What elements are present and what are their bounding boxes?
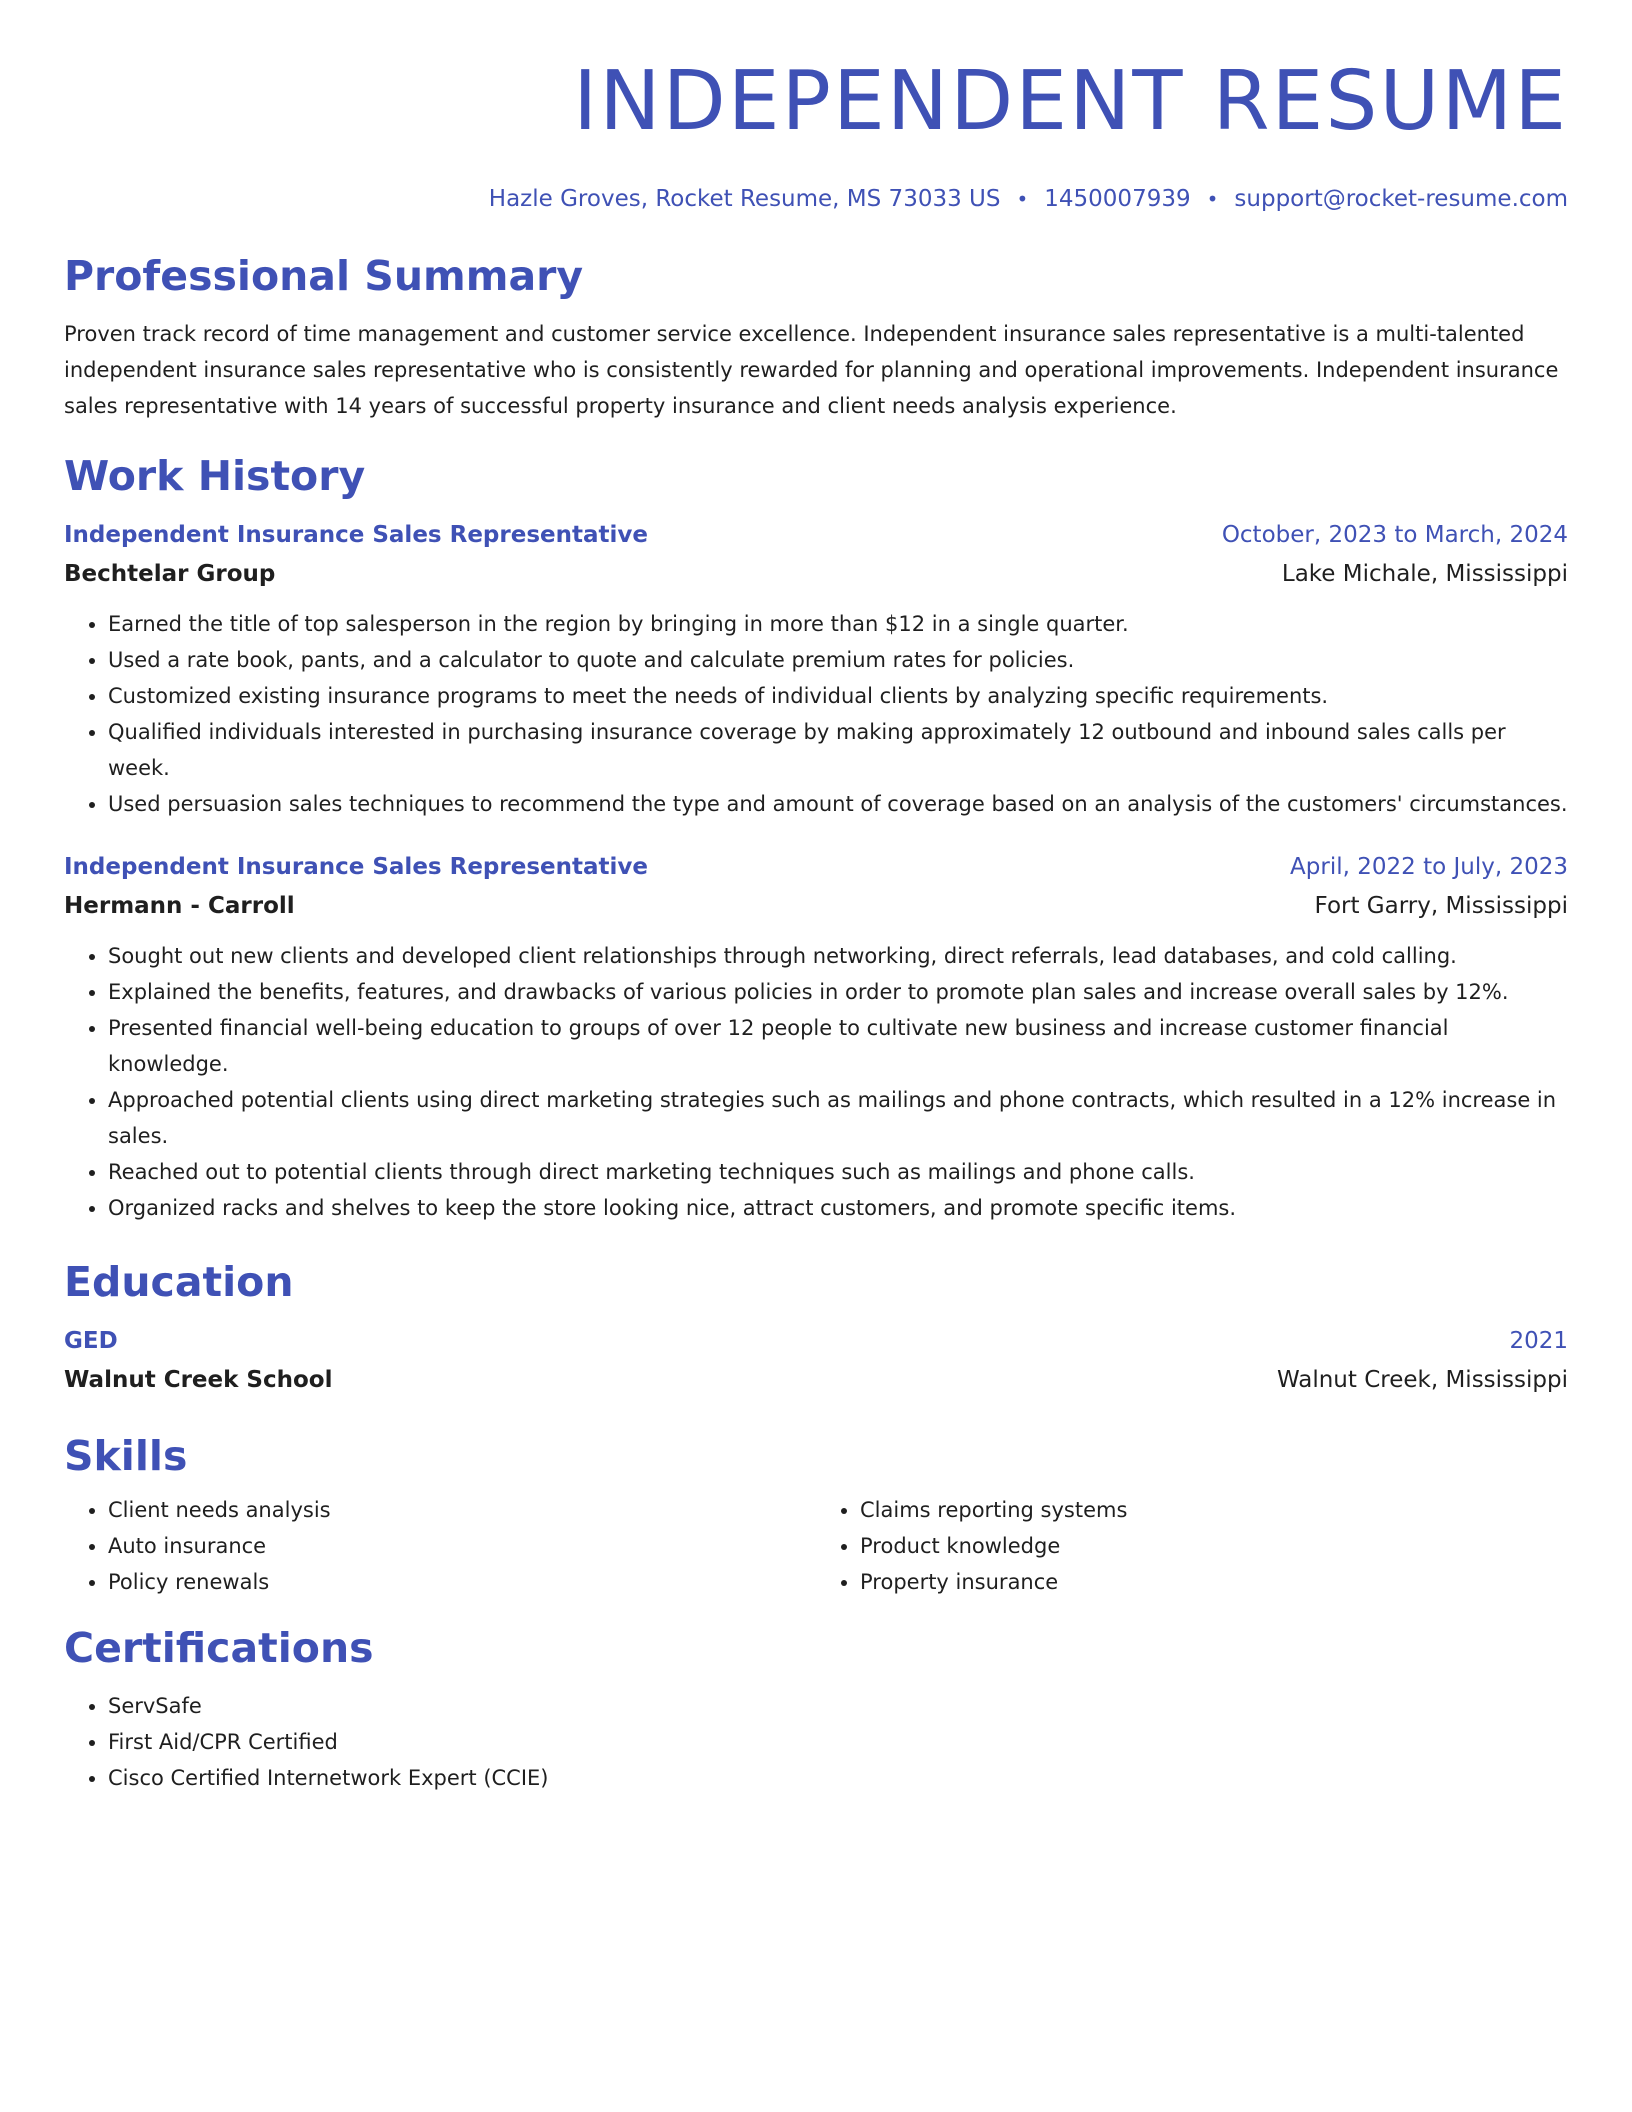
education-school-row <box>64 1360 1568 1400</box>
skills-columns <box>64 1492 1568 1600</box>
resume-header <box>64 0 1568 216</box>
job-bullet: • Used persuasion sales techniques to recommend the type and amount of coverage based on an analysis of the customers' circumstances. <box>108 786 1568 822</box>
job-bullet: • Explained the benefits, features, and drawbacks of various policies in order to promote plan sales and increase overall sales by 12%. <box>108 974 1568 1010</box>
work-history-heading: Work History <box>64 452 366 500</box>
contact-address: Hazle Groves, Rocket Resume, MS 73033 US <box>488 186 1001 212</box>
job-company: Hermann - Carroll <box>64 893 295 919</box>
skill-item: • Client needs analysis <box>108 1492 816 1528</box>
job-title: Independent Insurance Sales Representative <box>64 854 648 880</box>
skill-item: • Product knowledge <box>860 1528 1568 1564</box>
job-bullet: • Reached out to potential clients through direct marketing techniques such as mailings and phone calls. <box>108 1154 1568 1190</box>
job-title-row <box>64 516 1568 554</box>
job-company-row <box>64 886 1568 926</box>
job-company-row <box>64 554 1568 594</box>
skills-list-right <box>816 1492 1568 1600</box>
job-bullet: • Used a rate book, pants, and a calculator to quote and calculate premium rates for policies. <box>108 642 1568 678</box>
job-bullet: • Presented financial well-being education to groups of over 12 people to cultivate new business and increase customer financial knowledge. <box>108 1010 1568 1082</box>
skills-list-left <box>64 1492 816 1600</box>
job-title: Independent Insurance Sales Representative <box>64 522 648 548</box>
education-degree: GED <box>64 1328 118 1354</box>
education-school: Walnut Creek School <box>64 1367 333 1393</box>
certification-item: • First Aid/CPR Certified <box>108 1724 1568 1760</box>
certification-item: • Cisco Certified Internetwork Expert (CCIE) <box>108 1760 1568 1796</box>
resume-name: INDEPENDENT RESUME <box>573 54 1568 149</box>
education-year: 2021 <box>1509 1328 1568 1354</box>
job-bullets <box>64 606 1568 822</box>
education-heading: Education <box>64 1258 294 1306</box>
certifications-heading: Certifications <box>64 1624 374 1672</box>
job-location: Lake Michale, Mississippi <box>1281 561 1568 587</box>
job-bullet: • Approached potential clients using direct marketing strategies such as mailings and phone contracts, which resulted in a 12% increase in sales. <box>108 1082 1568 1154</box>
education-degree-row <box>64 1322 1568 1360</box>
education-entry <box>64 1322 1568 1400</box>
job-dates: April, 2022 to July, 2023 <box>1290 854 1568 880</box>
job-bullet: • Qualified individuals interested in purchasing insurance coverage by making approximately 12 outbound and inbound sales calls per week. <box>108 714 1568 786</box>
job-bullets <box>64 938 1568 1226</box>
summary-text: Proven track record of time management and customer service excellence. Independent insurance sales representative is a multi-talented independent insurance sales representative who is consistently rewarded for planning and operational improvements. Independent insurance sales representative with 14 years of successful property insurance and client needs analysis experience. <box>64 322 1559 418</box>
contact-phone[interactable]: 1450007939 <box>1044 186 1191 212</box>
education-location: Walnut Creek, Mississippi <box>1276 1367 1568 1393</box>
job-title-row <box>64 848 1568 886</box>
skill-item: • Claims reporting systems <box>860 1492 1568 1528</box>
job-entry <box>64 848 1568 1226</box>
job-dates: October, 2023 to March, 2024 <box>1221 522 1568 548</box>
job-entry <box>64 516 1568 822</box>
certification-item: • ServSafe <box>108 1688 1568 1724</box>
skills-heading: Skills <box>64 1432 188 1480</box>
summary-heading: Professional Summary <box>64 252 584 300</box>
contact-line <box>64 182 1568 216</box>
skill-item: • Policy renewals <box>108 1564 816 1600</box>
certifications-list <box>64 1688 1568 1796</box>
job-bullet: • Earned the title of top salesperson in the region by bringing in more than $12 in a single quarter. <box>108 606 1568 642</box>
contact-separator: • <box>1206 187 1219 211</box>
job-bullet: • Organized racks and shelves to keep the store looking nice, attract customers, and promote specific items. <box>108 1190 1568 1226</box>
job-location: Fort Garry, Mississippi <box>1314 893 1568 919</box>
contact-separator: • <box>1016 187 1029 211</box>
skill-item: • Property insurance <box>860 1564 1568 1600</box>
contact-email[interactable]: support@rocket-resume.com <box>1234 186 1568 212</box>
job-bullet: • Sought out new clients and developed client relationships through networking, direct referrals, lead databases, and cold calling. <box>108 938 1568 974</box>
job-company: Bechtelar Group <box>64 561 276 587</box>
job-bullet: • Customized existing insurance programs to meet the needs of individual clients by analyzing specific requirements. <box>108 678 1568 714</box>
skill-item: • Auto insurance <box>108 1528 816 1564</box>
